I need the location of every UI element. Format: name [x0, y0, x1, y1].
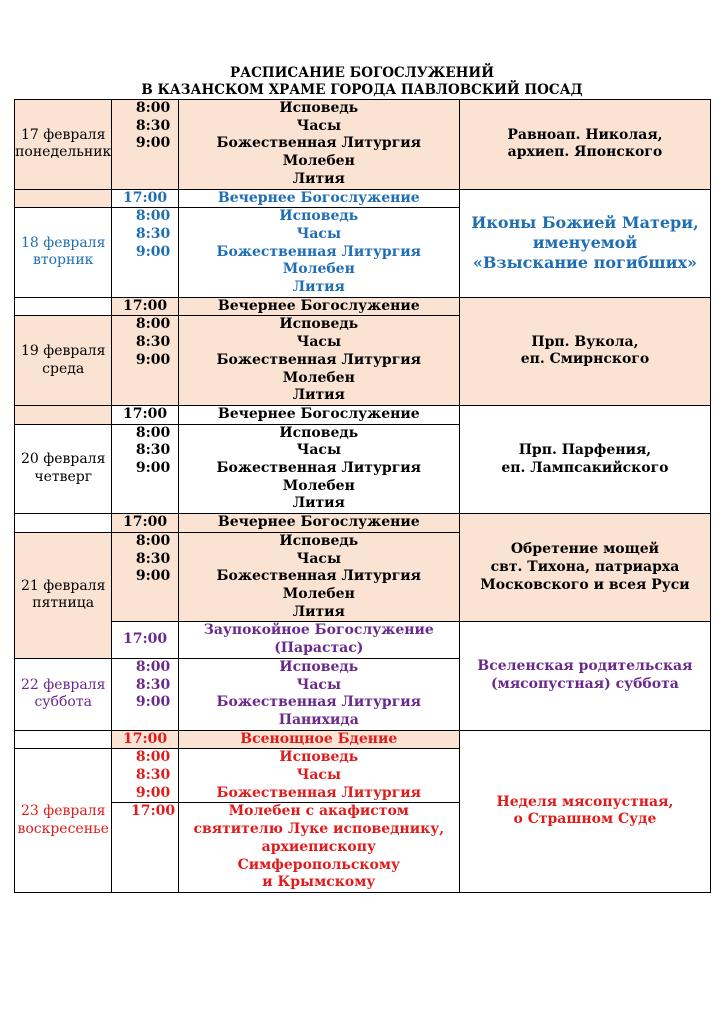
service: и Крымскому [262, 874, 376, 891]
service: Молебен с акафистом [228, 803, 409, 820]
weekday: суббота [34, 694, 92, 711]
time: 8:30 [135, 767, 171, 784]
time: 9:00 [135, 694, 171, 711]
times-cell [112, 424, 178, 514]
feast-line: еп. Смирнского [520, 351, 650, 368]
services-cell [178, 749, 459, 803]
feast-line: «Взыскание погибших» [472, 253, 697, 273]
services-cell [178, 424, 459, 514]
time: 8:00 [135, 424, 171, 441]
service: Исповедь [279, 316, 359, 333]
time: 8:00 [135, 749, 171, 766]
table-row [15, 405, 711, 424]
date: 23 февраля [20, 802, 106, 819]
time: 8:30 [135, 442, 171, 459]
feast-line: Равноап. Николая, [507, 126, 663, 143]
service: Лития [292, 279, 345, 296]
service: Лития [292, 170, 345, 187]
feast-cell [459, 730, 710, 892]
times-cell [112, 749, 178, 803]
table-row [15, 730, 711, 749]
evening-service [178, 803, 459, 893]
evening-service: Всенощное Бдение [178, 730, 459, 749]
times-cell [112, 532, 178, 622]
evening-service [178, 622, 459, 658]
service: Божественная Литургия [216, 694, 422, 711]
feast-cell [459, 405, 710, 513]
evening-time: 17:00 [112, 189, 178, 208]
service: Симферопольскому [237, 856, 400, 873]
evening-time: 17:00 [112, 622, 178, 658]
feast-line: именуемой [532, 233, 638, 253]
service: Часы [296, 117, 341, 134]
weekday: среда [42, 360, 85, 377]
service: святителю Луке исповеднику, [193, 821, 445, 838]
date-cell [15, 749, 112, 893]
evening-service: Вечернее Богослужение [178, 514, 459, 533]
time: 8:30 [135, 676, 171, 693]
times-cell [112, 208, 178, 298]
feast-line: еп. Лампсакийского [501, 459, 669, 476]
feast-line: Иконы Божией Матери, [471, 213, 699, 233]
date: 19 февраля [20, 342, 106, 359]
times-cell [112, 316, 178, 406]
service: Лития [292, 603, 345, 620]
service: Исповедь [279, 208, 359, 225]
time: 9:00 [135, 243, 171, 260]
service: Исповедь [279, 658, 359, 675]
service: Божественная Литургия [216, 460, 422, 477]
date-cell [15, 316, 112, 406]
time: 9:00 [135, 568, 171, 585]
service: Молебен [282, 261, 355, 278]
services-cell [178, 208, 459, 298]
weekday: пятница [32, 595, 95, 612]
feast-line: архиеп. Японского [507, 144, 663, 161]
service: Молебен [282, 369, 355, 386]
table-row [15, 622, 711, 658]
feast-cell [459, 514, 710, 622]
time: 8:00 [135, 208, 171, 225]
feast-line: Московского и всея Руси [480, 576, 690, 593]
weekday: четверг [34, 468, 93, 485]
services-cell [178, 316, 459, 406]
feast-cell [459, 189, 710, 297]
service: архиепископу [261, 838, 376, 855]
date-cell [15, 424, 112, 514]
schedule-table [14, 99, 711, 893]
time: 8:00 [135, 532, 171, 549]
table-row [15, 514, 711, 533]
feast-cell [459, 297, 710, 405]
date-cell [15, 532, 112, 658]
date-cell [15, 208, 112, 298]
evening-time: 17:00 [112, 803, 178, 893]
evening-time: 17:00 [112, 405, 178, 424]
service: Часы [296, 442, 341, 459]
evening-time: 17:00 [112, 514, 178, 533]
feast-line: Обретение мощей [510, 541, 660, 558]
weekday: воскресенье [17, 820, 109, 837]
time: 9:00 [135, 351, 171, 368]
service: Лития [292, 495, 345, 512]
service: Молебен [282, 477, 355, 494]
time: 8:30 [135, 225, 171, 242]
times-cell [112, 658, 178, 730]
feast-cell [459, 622, 710, 730]
service: Божественная Литургия [216, 568, 422, 585]
date: 17 февраля [20, 126, 106, 143]
evening-service: Вечернее Богослужение [178, 189, 459, 208]
service: Божественная Литургия [216, 351, 422, 368]
date: 21 февраля [20, 577, 106, 594]
time: 8:30 [135, 117, 171, 134]
service: (Парастас) [274, 640, 364, 657]
service: Часы [296, 767, 341, 784]
feast-line: Прп. Вукола, [531, 333, 639, 350]
service: Часы [296, 676, 341, 693]
services-cell [178, 532, 459, 622]
services-cell [178, 100, 459, 190]
time: 8:00 [135, 316, 171, 333]
service: Божественная Литургия [216, 784, 422, 801]
service: Часы [296, 334, 341, 351]
evening-service: Вечернее Богослужение [178, 297, 459, 316]
times-cell [112, 100, 178, 190]
table-row [15, 100, 711, 190]
service: Молебен [282, 585, 355, 602]
feast-line: о Страшном Суде [513, 811, 657, 828]
service: Часы [296, 550, 341, 567]
weekday: понедельник [15, 144, 112, 161]
service: Исповедь [279, 424, 359, 441]
evening-time: 17:00 [112, 730, 178, 749]
service: Исповедь [279, 532, 359, 549]
service: Божественная Литургия [216, 135, 422, 152]
time: 8:30 [135, 550, 171, 567]
time: 8:00 [135, 100, 171, 116]
service: Молебен [282, 153, 355, 170]
time: 9:00 [135, 784, 171, 801]
time: 8:30 [135, 334, 171, 351]
time: 8:00 [135, 658, 171, 675]
service: Заупокойное Богослужение [203, 622, 434, 639]
service: Лития [292, 387, 345, 404]
services-cell [178, 658, 459, 730]
weekday: вторник [32, 252, 94, 269]
date-cell [15, 658, 112, 730]
feast-line: Неделя мясопустная, [496, 793, 674, 810]
table-row [15, 189, 711, 208]
date: 20 февраля [20, 451, 106, 468]
table-row [15, 297, 711, 316]
date: 18 февраля [20, 234, 106, 251]
evening-service: Вечернее Богослужение [178, 405, 459, 424]
feast-line: (мясопустная) суббота [491, 676, 679, 692]
service: Божественная Литургия [216, 243, 422, 260]
schedule-subtitle: В КАЗАНСКОМ ХРАМЕ ГОРОДА ПАВЛОВСКИЙ ПОСАД [141, 82, 583, 98]
feast-line: Вселенская родительская [477, 658, 693, 675]
schedule-title: РАСПИСАНИЕ БОГОСЛУЖЕНИЙ [230, 65, 494, 81]
time: 9:00 [135, 460, 171, 477]
time: 9:00 [135, 135, 171, 152]
feast-cell [459, 100, 710, 190]
service: Исповедь [279, 749, 359, 766]
feast-line: Прп. Парфения, [518, 441, 652, 458]
feast-line: свт. Тихона, патриарха [490, 558, 680, 575]
service: Исповедь [279, 100, 359, 116]
service: Часы [296, 225, 341, 242]
date-cell [15, 100, 112, 190]
service: Панихида [278, 711, 359, 728]
date: 22 февраля [20, 676, 106, 693]
evening-time: 17:00 [112, 297, 178, 316]
